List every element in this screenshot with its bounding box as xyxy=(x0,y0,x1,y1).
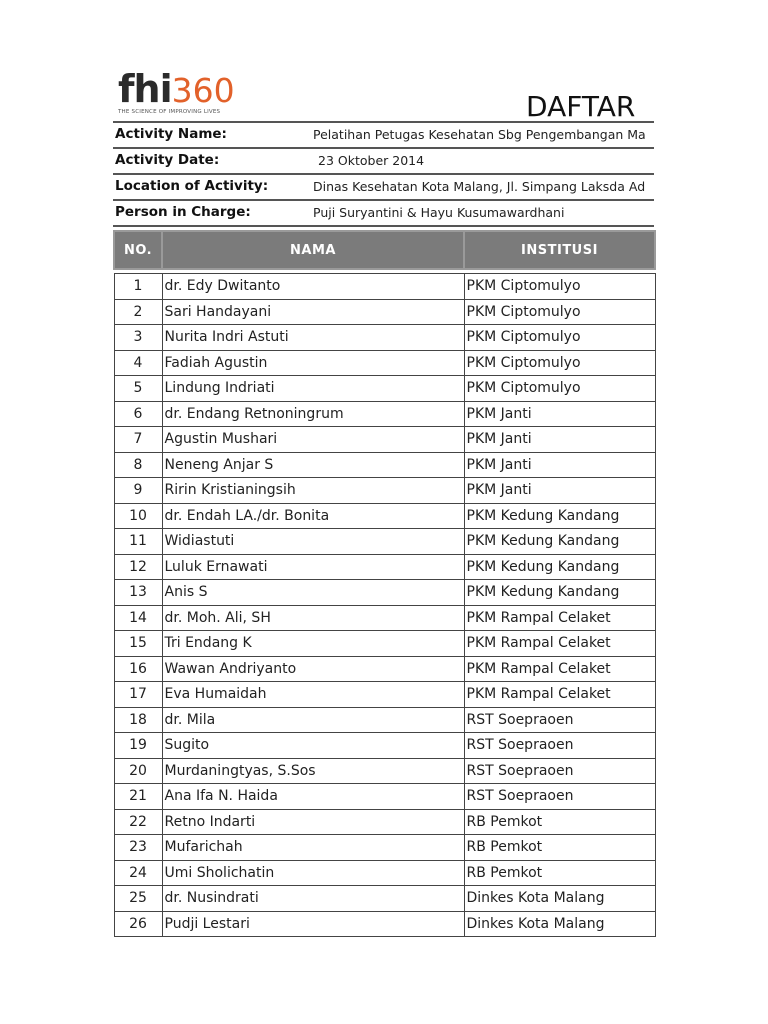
cell-institusi: PKM Rampal Celaket xyxy=(464,682,655,708)
table-row xyxy=(114,554,655,580)
table-row xyxy=(114,299,655,325)
cell-institusi: PKM Ciptomulyo xyxy=(464,325,655,351)
cell-institusi: PKM Janti xyxy=(464,478,655,504)
cell-no: 17 xyxy=(114,682,162,708)
person-in-charge-value: Puji Suryantini & Hayu Kusumawardhani xyxy=(313,205,565,220)
table-row xyxy=(114,529,655,555)
cell-no: 7 xyxy=(114,427,162,453)
cell-nama: Nurita Indri Astuti xyxy=(162,325,464,351)
cell-nama: Widiastuti xyxy=(162,529,464,555)
table-row xyxy=(114,401,655,427)
table-row xyxy=(114,860,655,886)
cell-no: 13 xyxy=(114,580,162,606)
header-nama: NAMA xyxy=(162,231,464,269)
table-row xyxy=(114,707,655,733)
cell-nama: Retno Indarti xyxy=(162,809,464,835)
logo-wordmark xyxy=(118,67,235,111)
cell-no: 9 xyxy=(114,478,162,504)
table-row xyxy=(114,656,655,682)
info-row-person-in-charge xyxy=(113,199,654,227)
table-row xyxy=(114,325,655,351)
cell-institusi: RB Pemkot xyxy=(464,835,655,861)
location-value: Dinas Kesehatan Kota Malang, Jl. Simpang Laksda Ad xyxy=(313,179,646,194)
cell-nama: Luluk Ernawati xyxy=(162,554,464,580)
cell-institusi: PKM Kedung Kandang xyxy=(464,503,655,529)
activity-date-label: Activity Date: xyxy=(115,152,220,168)
cell-institusi: RST Soepraoen xyxy=(464,733,655,759)
logo-tagline: THE SCIENCE OF IMPROVING LIVES xyxy=(118,109,221,115)
cell-institusi: PKM Ciptomulyo xyxy=(464,376,655,402)
cell-no: 26 xyxy=(114,911,162,937)
cell-nama: Mufarichah xyxy=(162,835,464,861)
cell-institusi: RB Pemkot xyxy=(464,809,655,835)
table-row xyxy=(114,427,655,453)
cell-no: 8 xyxy=(114,452,162,478)
cell-nama: Sugito xyxy=(162,733,464,759)
cell-institusi: PKM Rampal Celaket xyxy=(464,605,655,631)
cell-nama: Ana Ifa N. Haida xyxy=(162,784,464,810)
cell-institusi: RB Pemkot xyxy=(464,860,655,886)
table-row xyxy=(114,376,655,402)
cell-no: 11 xyxy=(114,529,162,555)
cell-no: 14 xyxy=(114,605,162,631)
cell-no: 6 xyxy=(114,401,162,427)
cell-nama: Eva Humaidah xyxy=(162,682,464,708)
header-institusi: INSTITUSI xyxy=(464,231,655,269)
cell-institusi: PKM Ciptomulyo xyxy=(464,299,655,325)
cell-nama: Murdaningtyas, S.Sos xyxy=(162,758,464,784)
cell-institusi: RST Soepraoen xyxy=(464,758,655,784)
cell-institusi: PKM Rampal Celaket xyxy=(464,656,655,682)
table-row xyxy=(114,911,655,937)
info-row-activity-date xyxy=(113,147,654,173)
cell-no: 19 xyxy=(114,733,162,759)
cell-institusi: Dinkes Kota Malang xyxy=(464,886,655,912)
cell-institusi: PKM Janti xyxy=(464,427,655,453)
cell-no: 16 xyxy=(114,656,162,682)
cell-nama: Umi Sholichatin xyxy=(162,860,464,886)
table-row xyxy=(114,835,655,861)
person-in-charge-label: Person in Charge: xyxy=(115,204,251,220)
cell-nama: dr. Endah LA./dr. Bonita xyxy=(162,503,464,529)
document-title: DAFTAR xyxy=(526,90,636,123)
cell-no: 4 xyxy=(114,350,162,376)
table-header-row xyxy=(114,231,655,269)
cell-nama: Pudji Lestari xyxy=(162,911,464,937)
logo-number: 360 xyxy=(171,71,235,110)
info-row-location xyxy=(113,173,654,199)
table-row xyxy=(114,605,655,631)
cell-nama: Agustin Mushari xyxy=(162,427,464,453)
cell-no: 18 xyxy=(114,707,162,733)
cell-nama: dr. Mila xyxy=(162,707,464,733)
cell-no: 24 xyxy=(114,860,162,886)
table-row xyxy=(114,886,655,912)
logo-brand: fhi xyxy=(118,67,172,111)
header-no: NO. xyxy=(114,231,162,269)
cell-nama: Wawan Andriyanto xyxy=(162,656,464,682)
cell-institusi: RST Soepraoen xyxy=(464,707,655,733)
cell-no: 15 xyxy=(114,631,162,657)
table-row xyxy=(114,784,655,810)
table-row xyxy=(114,758,655,784)
cell-institusi: PKM Kedung Kandang xyxy=(464,529,655,555)
cell-no: 10 xyxy=(114,503,162,529)
cell-no: 3 xyxy=(114,325,162,351)
table-row xyxy=(114,631,655,657)
cell-nama: Anis S xyxy=(162,580,464,606)
cell-institusi: PKM Ciptomulyo xyxy=(464,274,655,300)
cell-institusi: PKM Janti xyxy=(464,452,655,478)
cell-nama: dr. Edy Dwitanto xyxy=(162,274,464,300)
cell-nama: Neneng Anjar S xyxy=(162,452,464,478)
cell-institusi: PKM Ciptomulyo xyxy=(464,350,655,376)
cell-no: 2 xyxy=(114,299,162,325)
cell-nama: Lindung Indriati xyxy=(162,376,464,402)
table-row xyxy=(114,452,655,478)
cell-no: 20 xyxy=(114,758,162,784)
cell-nama: Tri Endang K xyxy=(162,631,464,657)
cell-institusi: PKM Kedung Kandang xyxy=(464,554,655,580)
cell-institusi: PKM Rampal Celaket xyxy=(464,631,655,657)
table-row xyxy=(114,350,655,376)
activity-info xyxy=(113,121,654,227)
table-row xyxy=(114,503,655,529)
table-row xyxy=(114,274,655,300)
cell-no: 5 xyxy=(114,376,162,402)
cell-no: 12 xyxy=(114,554,162,580)
cell-nama: dr. Nusindrati xyxy=(162,886,464,912)
cell-no: 1 xyxy=(114,274,162,300)
table-row xyxy=(114,733,655,759)
cell-institusi: Dinkes Kota Malang xyxy=(464,911,655,937)
cell-institusi: PKM Janti xyxy=(464,401,655,427)
cell-nama: Ririn Kristianingsih xyxy=(162,478,464,504)
cell-institusi: RST Soepraoen xyxy=(464,784,655,810)
table-row xyxy=(114,580,655,606)
cell-no: 22 xyxy=(114,809,162,835)
info-row-activity-name xyxy=(113,121,654,147)
cell-nama: dr. Moh. Ali, SH xyxy=(162,605,464,631)
cell-nama: Fadiah Agustin xyxy=(162,350,464,376)
cell-institusi: PKM Kedung Kandang xyxy=(464,580,655,606)
activity-date-value: 23 Oktober 2014 xyxy=(318,153,425,168)
activity-name-value: Pelatihan Petugas Kesehatan Sbg Pengembangan Ma xyxy=(313,127,646,142)
table-row xyxy=(114,478,655,504)
table-row xyxy=(114,809,655,835)
cell-no: 21 xyxy=(114,784,162,810)
location-label: Location of Activity: xyxy=(115,178,269,194)
cell-nama: dr. Endang Retnoningrum xyxy=(162,401,464,427)
cell-nama: Sari Handayani xyxy=(162,299,464,325)
activity-name-label: Activity Name: xyxy=(115,126,227,142)
fhi360-logo xyxy=(118,67,235,115)
table-row xyxy=(114,682,655,708)
attendance-table xyxy=(113,230,656,937)
cell-no: 23 xyxy=(114,835,162,861)
cell-no: 25 xyxy=(114,886,162,912)
